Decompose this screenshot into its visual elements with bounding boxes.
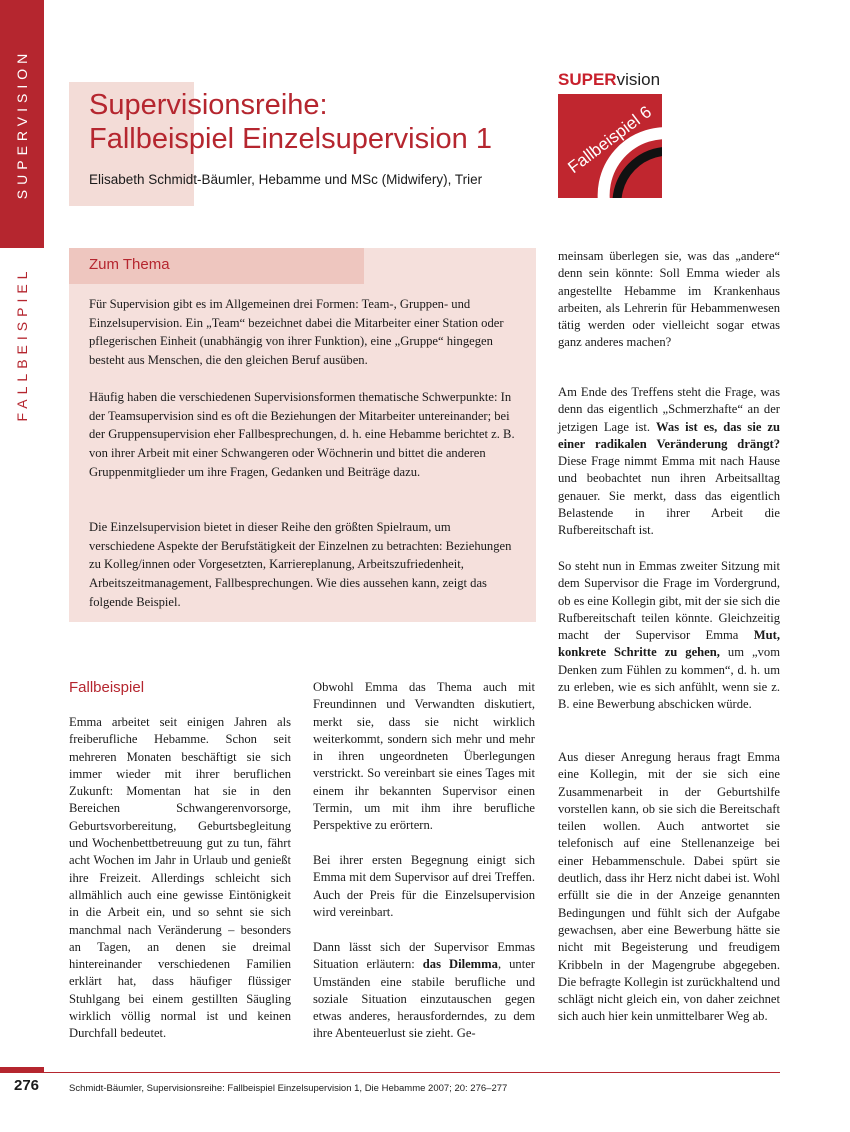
col3-p3-text-a: So steht nun in Emmas zweiter Sitzung mit dem Supervisor die Frage im Vordergrund, ob es eine Kollegin gibt, mit der sie sich die Rufbereitschaft teilen könnte. Gleichzeitig macht der Supervisor Emma [558,559,780,643]
author-line: Elisabeth Schmidt-Bäumler, Hebamme und MSc (Midwifery), Trier [89,172,483,187]
logo-part-super: SUPER [558,70,617,89]
col2-paragraph-1: Obwohl Emma das Thema auch mit Freundinnen und Verwandten diskutiert, merkt sie, dass sie nicht wirklich weiterkommt, sondern sich mehr und mehr in ihren ungeordneten Überlegungen verstrickt. So vereinbart sie eines Tages mit einem ihr bekannten Supervisor einen Termin, um mit ihm ihre berufliche Perspektive zu erörtern. [313,680,535,833]
footer-citation: Schmidt-Bäumler, Supervisionsreihe: Fallbeispiel Einzelsupervision 1, Die Hebamme 2007; 20: 276–277 [69,1083,508,1094]
logo-part-vision: vision [616,70,661,89]
col1-paragraph-1: Emma arbeitet seit einigen Jahren als freiberufliche Hebamme. Schon seit mehreren Monaten beschäftigt sie sich immer wieder mit ihrer beruflichen Zukunft: Momentan hat sie in den Bereichen Schwangerenvorsorge, Geburtsvorbereitung, Geburtsbegleitung und Wochenbettbetreuung gut zu tun, fährt acht Wochen im Jahr in Urlaub und genießt ihre Freizeit. Allerdings schleicht sich allmählich auch eine gewisse Eintönigkeit in die Arbeit ein, und so sehnt sie sich manchmal nach Veränderung – besonders an Tagen, an denen sie dreimal hintereinander verschiedenen Familien erklärt hat, dass häufiger flüssiger Stuhlgang bei einem gestillten Säugling wirklich völlig normal ist und keinen Durchfall bedeutet. [69,715,291,1041]
title-line-1: Supervisionsreihe: [89,89,328,121]
col3-p3-bold: Mut, konkrete Schritte zu gehen, [558,628,780,660]
thema-paragraph-3: Die Einzelsupervision bietet in dieser Reihe den größten Spielraum, um verschiedene Aspekte der Berufstätigkeit der Einzelnen zu betrachten: Beziehungen zu Kolleg/innen oder Vorgesetzten, Karriereplanung, Arbeitszufriedenheit, Arbeitszeitmanagement, Fallbesprechungen. Wie dies aussehen kann, zeigt das folgende Beispiel. [89,520,512,609]
col3-paragraph-3 [558,558,780,714]
page-number: 276 [14,1077,40,1094]
sidebar-label-supervision: SUPERVISION [14,48,30,200]
col3-p2-text-b: Diese Frage nimmt Emma mit nach Hause und beobachtet nun ihren Arbeitsalltag genauer. Sie merkt, dass das eigentlich Belastende in ihrer Arbeit die Rufbereitschaft ist. [558,454,780,538]
thema-paragraph-2: Häufig haben die verschiedenen Supervisionsformen thematische Schwerpunkte: In der Teamsupervision sind es oft die Beziehungen der Mitarbeiter untereinander; bei der Gruppensupervision eher Fallbesprechungen, d. h. eine Hebamme berichtet z. B. von ihrer Arbeit mit einer Schwangeren oder Wöchnerin und bittet die anderen Gruppenmitglieder um ihre Fragen, Gedanken und Beiträge dazu. [89,390,515,479]
badge-text: Fallbeispiel 6 [564,102,656,178]
col3-paragraph-1: meinsam überlegen sie, was das „andere“ denn sein könnte: Soll Emma wieder als angestellte Hebamme im Krankenhaus arbeiten, als Lehrerin für Hebammenwesen tätig werden oder vielleicht sogar etwas ganz anderes machen? [558,249,780,350]
thema-paragraph-1: Für Supervision gibt es im Allgemeinen drei Formen: Team-, Gruppen- und Einzelsupervision. Ein „Team“ bezeichnet dabei die Mitarbeiter einer Station oder pflegerischen Einheit (unabhängig von ihrer Funktion), eine „Gruppe“ hingegen besteht aus Menschen, die den gleichen Beruf ausüben. [89,297,504,368]
col3-p2-text-a: Am Ende des Treffens steht die Frage, was denn das eigentlich „Schmerzhafte“ an der jetzigen Lage ist. [558,385,780,434]
fallbeispiel-badge [558,94,662,198]
supervision-logo [558,70,660,90]
col3-paragraph-2 [558,384,780,540]
col3-paragraph-4: Aus dieser Anregung heraus fragt Emma eine Kollegin, mit der sie sich eine Zusammenarbeit in der Geburtshilfe vorstellen kann, ob sie sich die Bereitschaft teilen wollen. Auch antwortet sie telefonisch auf eine Stellenanzeige bei einer Hebammenschule. Dabei spürt sie deutlich, dass ihr Herz nicht dabei ist. Wohl erfüllt sie die in der Anzeige genannten Bedingungen und fühlt sich der Aufgabe gewachsen, aber eine Bewerbung hätte sie nicht mit Begeisterung und freudigem Kribbeln in der Magengrube abgegeben. Die befragte Kollegin ist zurückhaltend und schlägt nicht gleich ein, von daher zeichnet sich auch hier kein unmittelbarer Weg ab. [558,750,780,1024]
title-line-2: Fallbeispiel Einzelsupervision 1 [89,123,492,155]
footer-accent-band [0,1067,44,1073]
col2-paragraph-3 [313,939,535,1043]
col3-p2-bold: Was ist es, das sie zu einer radikalen Veränderung drängt? [558,419,780,451]
col2-paragraph-2: Bei ihrer ersten Begegnung einigt sich Emma mit dem Supervisor auf drei Treffen. Auch der Preis für die Einzelsupervision wird vereinbart. [313,853,535,919]
sidebar-label-fallbeispiel: FALLBEISPIEL [14,266,30,422]
col2-p3-text-a: Dann lässt sich der Supervisor Emmas Situation erläutern: [313,940,535,972]
col2-p3-bold: das Dilemma [422,957,498,972]
fallbeispiel-heading: Fallbeispiel [69,679,145,696]
footer-divider [44,1072,780,1073]
zum-thema-heading: Zum Thema [89,256,170,273]
col3-p3-text-b: um „vom Denken zum Fühlen zu kommen“, d. h. um zu erleben, wie es sich anfühlt, wenn sie z. B. eine Bewerbung abschicken würde. [558,645,780,712]
page-title [89,88,492,156]
col2-p3-text-b: , unter Umständen eine stabile berufliche und soziale Situation einzutauschen gegen etwas anderes, herausforderndes, zu dem ihre Abenteuerlust sie zieht. Ge- [313,957,535,1041]
